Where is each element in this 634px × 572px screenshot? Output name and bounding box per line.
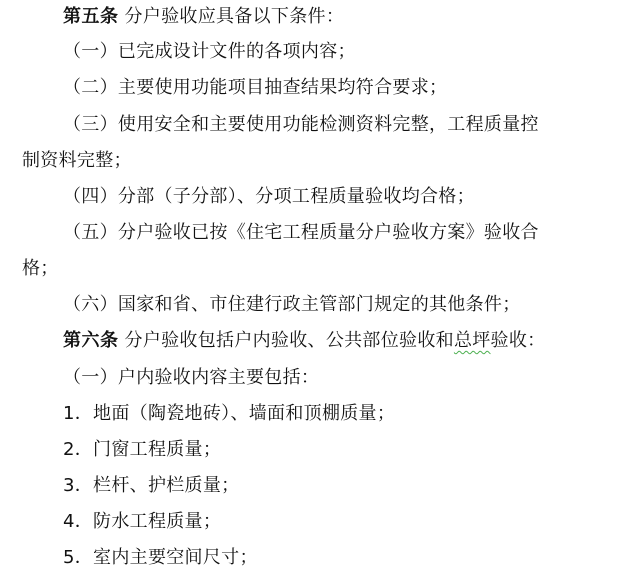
article-5-item-2: （二）主要使用功能项目抽查结果均符合要求； [63, 77, 448, 98]
article-6-item-5: 5．室内主要空间尺寸； [63, 547, 258, 568]
article-5-item-5: （五）分户验收已按《住宅工程质量分户验收方案》验收合 [63, 222, 539, 243]
article-6-item-1: 1．地面（陶瓷地砖）、墙面和顶棚质量； [63, 403, 396, 424]
article-5-item-3-continued: 制资料完整； [22, 150, 132, 171]
article-5-heading: 第五条 [63, 6, 119, 27]
article-6-text-pre: 分户验收包括户内验收、公共部位验收和 [124, 330, 454, 351]
article-5-item-6: （六）国家和省、市住建行政主管部门规定的其他条件； [63, 294, 521, 315]
spellcheck-marked-text: 总坪 [453, 330, 491, 351]
article-5-item-3: （三）使用安全和主要使用功能检测资料完整，工程质量控 [63, 114, 539, 135]
article-6-item-3: 3．栏杆、护栏质量； [63, 475, 240, 496]
article-5-item-4: （四）分部（子分部）、分项工程质量验收均合格； [63, 186, 475, 207]
article-6-line [63, 330, 545, 352]
article-5-title: 分户验收应具备以下条件： [124, 6, 345, 27]
article-5-line [63, 6, 344, 28]
article-6-item-2: 2．门窗工程质量； [63, 439, 222, 460]
article-6-heading: 第六条 [63, 330, 119, 351]
article-6-text-post: 验收： [490, 330, 546, 351]
article-5-item-5-continued: 格； [22, 258, 59, 279]
article-5-item-1: （一）已完成设计文件的各项内容； [63, 41, 356, 62]
article-6-subtitle: （一）户内验收内容主要包括： [63, 367, 320, 388]
article-6-item-4: 4．防水工程质量； [63, 511, 222, 532]
